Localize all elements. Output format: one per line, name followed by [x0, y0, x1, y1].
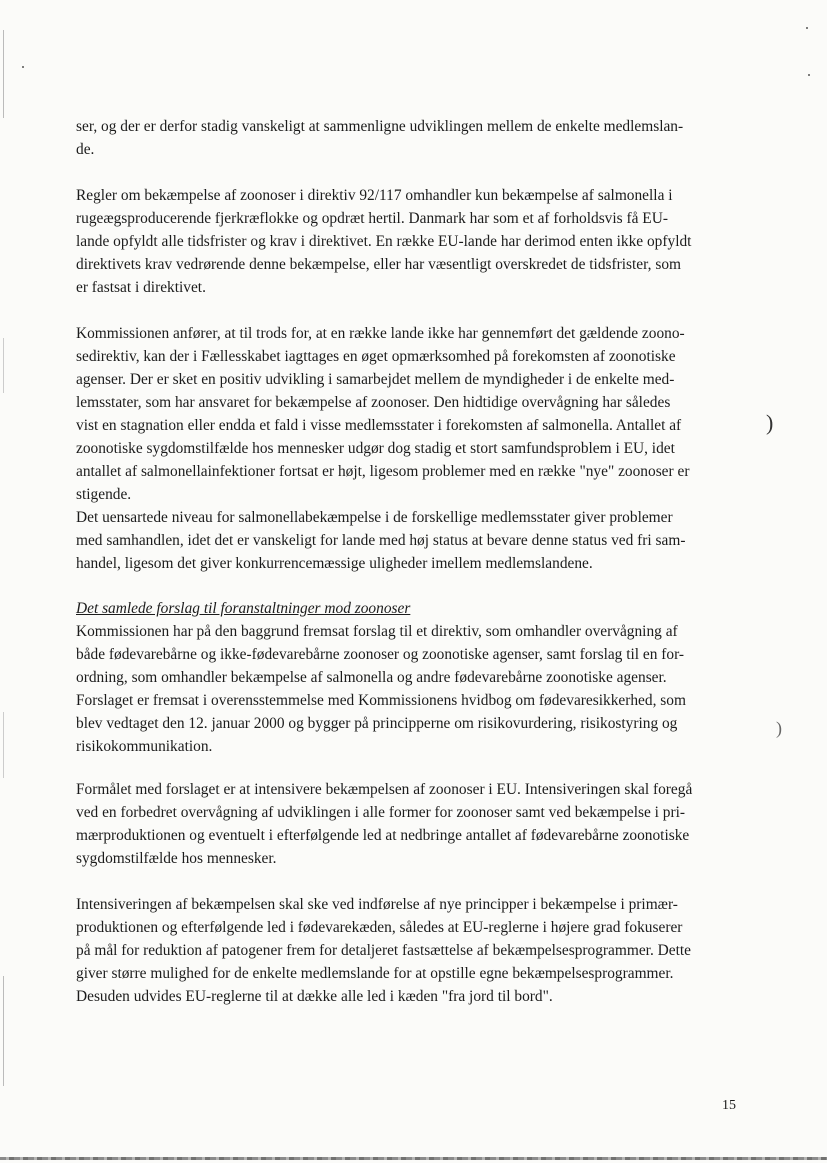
scan-speck [22, 66, 24, 68]
scan-bottom-edge [0, 1157, 827, 1160]
text-line: Det uensartede niveau for salmonellabekæmpelse i de forskellige medlemsstater giver problemer [76, 509, 673, 526]
section-block [76, 597, 740, 758]
text-line: antallet af salmonellainfektioner fortsat er højt, ligesom problemer med en række "nye" zoonoser er [76, 463, 690, 480]
text-line: blev vedtaget den 12. januar 2000 og bygger på principperne om risikovurdering, risikostyring og [76, 715, 678, 732]
text-line: Forslaget er fremsat i overensstemmelse med Kommissionens hvidbog om fødevaresikkerhed, som [76, 692, 686, 709]
text-line: Desuden udvides EU-reglerne til at dække alle led i kæden "fra jord til bord". [76, 988, 553, 1005]
punch-hole-mark: ) [766, 410, 774, 435]
paragraph-3 [76, 322, 740, 506]
paragraph-6 [76, 778, 740, 870]
text-line: Kommissionen har på den baggrund fremsat forslag til et direktiv, som omhandler overvågning af [76, 623, 678, 640]
text-line: rugeægsproducerende fjerkræflokke og opdræt hertil. Danmark har som et af forholdsvis få EU- [76, 210, 668, 227]
text-line: de. [76, 141, 95, 158]
text-line: ved en forbedret overvågning af udviklingen i alle former for zoonoser samt ved bekæmpelse i pri- [76, 804, 686, 821]
text-line: ordning, som omhandler bekæmpelse af salmonella og andre fødevarebårne zoonotiske agenser. [76, 669, 667, 686]
text-line: produktionen og efterfølgende led i fødevarekæden, således at EU-reglerne i højere grad fokuserer [76, 919, 683, 936]
text-line: er fastsat i direktivet. [76, 279, 206, 296]
text-line: lande opfyldt alle tidsfrister og krav i direktivet. En række EU-lande har derimod enten ikke opfyldt [76, 233, 692, 250]
text-line: handel, ligesom det giver konkurrencemæssige uligheder imellem medlemslandene. [76, 555, 593, 572]
scan-edge-shadow [3, 30, 4, 1130]
paragraph-1 [76, 115, 740, 161]
section-heading: Det samlede forslag til foranstaltninger mod zoonoser [76, 600, 411, 617]
punch-hole-mark: ) [776, 718, 782, 738]
text-line: agenser. Der er sket en positiv udvikling i samarbejdet mellem de myndigheder i de enkelte med- [76, 371, 675, 388]
text-line: ser, og der er derfor stadig vanskeligt at sammenligne udviklingen mellem de enkelte medlemslan- [76, 118, 684, 135]
page-number: 15 [722, 1098, 736, 1113]
paragraph-2 [76, 184, 740, 299]
text-line: sygdomstilfælde hos mennesker. [76, 850, 277, 867]
paragraph-4 [76, 506, 740, 575]
text-line: zoonotiske sygdomstilfælde hos mennesker udgør dog stadig et stort samfundsproblem i EU, idet [76, 440, 675, 457]
text-line: vist en stagnation eller endda et fald i visse medlemsstater i forekomsten af salmonella. Antallet af [76, 417, 682, 434]
scan-speck [808, 74, 810, 76]
text-line: risikokommunikation. [76, 738, 213, 755]
scan-speck [806, 27, 808, 29]
text-line: med samhandlen, idet det er vanskeligt for lande med høj status at bevare denne status ved fri sam- [76, 532, 686, 549]
text-line: Intensiveringen af bekæmpelsen skal ske ved indførelse af nye principper i bekæmpelse i primær- [76, 896, 678, 913]
text-line: stigende. [76, 486, 132, 503]
text-line: både fødevarebårne og ikke-fødevarebårne zoonoser og zoonotiske agenser, samt forslag til en for- [76, 646, 685, 663]
text-line: lemsstater, som har ansvaret for bekæmpelse af zoonoser. Den hidtidige overvågning har således [76, 394, 671, 411]
text-line: sedirektiv, kan der i Fællesskabet iagttages en øget opmærksomhed på forekomsten af zoonotiske [76, 348, 676, 365]
text-line: giver større mulighed for de enkelte medlemslande for at opstille egne bekæmpelsesprogrammer. [76, 965, 674, 982]
text-line: mærproduktionen og eventuelt i efterfølgende led at nedbringe antallet af fødevarebårne zoonotiske [76, 827, 690, 844]
text-line: Regler om bekæmpelse af zoonoser i direktiv 92/117 omhandler kun bekæmpelse af salmonella i [76, 187, 673, 204]
text-line: Kommissionen anfører, at til trods for, at en række lande ikke har gennemført det gældende zoono- [76, 325, 685, 342]
text-line: på mål for reduktion af patogener frem for detaljeret fastsættelse af bekæmpelsesprogrammer. Dette [76, 942, 691, 959]
text-line: direktivets krav vedrørende denne bekæmpelse, eller har væsentligt overskredet de tidsfrister, som [76, 256, 681, 273]
text-line: Formålet med forslaget er at intensivere bekæmpelsen af zoonoser i EU. Intensiveringen skal foregå [76, 781, 693, 798]
paragraph-7 [76, 893, 740, 1008]
